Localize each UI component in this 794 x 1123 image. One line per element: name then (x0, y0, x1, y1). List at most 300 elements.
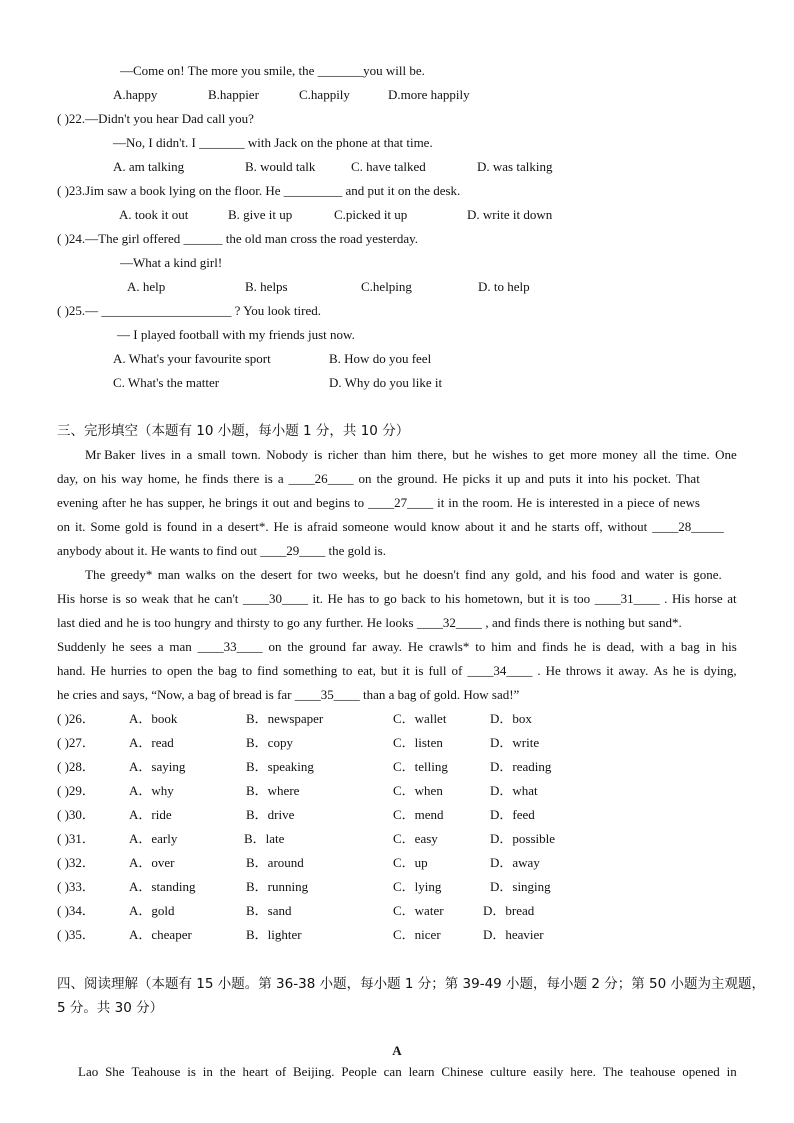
word: Mr Baker (85, 447, 136, 462)
word: more (570, 447, 597, 462)
word: go (286, 615, 300, 630)
word: doesn't (423, 567, 460, 582)
q21-option-a: A.happy (113, 87, 158, 102)
word: it (548, 591, 556, 606)
section-heading-reading: 四、阅读理解（本题有 15 小题。第 36-38 小题，每小题 1 分；第 39-49 小题，每小题 2 分；第 50 小题为主观题， (57, 976, 765, 992)
q22-dialog-line: —No, I didn't. I _______ with Jack on the phone at that time. (113, 135, 433, 150)
word: evening (57, 495, 99, 510)
word: get (548, 447, 565, 462)
question-number: ( )28． (57, 759, 95, 774)
word: to (369, 591, 380, 606)
option-b: B．lighter (246, 927, 302, 942)
word: on (57, 519, 70, 534)
word: ____27____ (368, 495, 434, 510)
word: is (679, 567, 688, 582)
word: interested (548, 495, 600, 510)
word: and (104, 615, 124, 630)
word: ____33____ (197, 639, 263, 654)
word: sand*. (648, 615, 682, 630)
option-a: A．why (129, 783, 174, 798)
word: He (442, 471, 458, 486)
word: dead, (606, 639, 635, 654)
option-c: C．nicer (393, 927, 441, 942)
word: That (675, 471, 700, 486)
option-a: A．saying (129, 759, 186, 774)
question-number: ( )27． (57, 735, 95, 750)
cloze-p1-line (57, 471, 700, 487)
cloze-p2-last-line: he cries and says, “Now, a bag of bread is far ____35____ than a bag of gold. How sad!” (57, 687, 520, 702)
word: starts (552, 519, 580, 534)
word: his (612, 471, 629, 486)
word: the (197, 663, 214, 678)
q24-dialog-line: —What a kind girl! (120, 255, 223, 270)
word: is (572, 615, 582, 630)
word: He (327, 591, 343, 606)
word: at (727, 591, 737, 606)
word: he (573, 639, 587, 654)
word: it (437, 495, 445, 510)
word: away. (372, 639, 403, 654)
word: his (721, 639, 737, 654)
word: news (673, 495, 700, 510)
word: day, (57, 471, 79, 486)
word: man (157, 567, 181, 582)
word: Some (90, 519, 121, 534)
word: on (221, 567, 235, 582)
section-heading-cloze: 三、完形填空（本题有 10 小题，每小题 1 分，共 10 分） (57, 423, 410, 439)
q23-stem: ( )23.Jim saw a book lying on the floor. He _________ and put it on the desk. (57, 183, 461, 198)
q23-option-a: A. took it out (119, 207, 189, 222)
question-number: ( )26． (57, 711, 95, 726)
option-b: B．drive (246, 807, 295, 822)
word: richer (327, 447, 359, 462)
option-c: C．up (393, 855, 428, 870)
word: too (573, 591, 591, 606)
word: but (527, 591, 544, 606)
option-a: A．read (129, 735, 174, 750)
question-number: ( )35． (57, 927, 95, 942)
word: greedy* (110, 567, 153, 582)
question-number: ( )31． (57, 831, 95, 846)
word: culture (490, 1064, 527, 1079)
option-c: C．lying (393, 879, 442, 894)
word: know (431, 519, 461, 534)
cloze-p1-line (57, 495, 700, 511)
option-d: D．bread (483, 903, 535, 918)
word: ____28_____ (652, 519, 724, 534)
word: to (273, 615, 284, 630)
cloze-p2-line (57, 591, 737, 607)
word: he (129, 495, 143, 510)
word: so (125, 591, 138, 606)
word: in (603, 495, 614, 510)
q23-option-c: C.picked it up (334, 207, 408, 222)
word: he (197, 591, 210, 606)
option-a: A．standing (129, 879, 196, 894)
word: desert*. (227, 519, 269, 534)
word: looks (385, 615, 414, 630)
word: bag (680, 639, 700, 654)
word: has (347, 591, 365, 606)
word: off, (584, 519, 603, 534)
word: in (448, 495, 459, 510)
word: money (602, 447, 638, 462)
question-number: ( )32． (57, 855, 95, 870)
word: on (268, 639, 282, 654)
word: died (78, 615, 101, 630)
word: and (214, 615, 234, 630)
word: find (464, 567, 486, 582)
word: it (498, 519, 507, 534)
word: man (169, 639, 192, 654)
q22-option-d: D. was talking (477, 159, 553, 174)
word: heart (242, 1064, 269, 1079)
option-a: A．early (129, 831, 178, 846)
word: wishes (492, 447, 528, 462)
word: Suddenly (57, 639, 107, 654)
option-c: C．listen (393, 735, 443, 750)
word: the (661, 447, 678, 462)
option-d: D．away (490, 855, 540, 870)
word: the (239, 567, 256, 582)
option-d: D．box (490, 711, 532, 726)
word: a (157, 639, 164, 654)
q21-option-c: C.happily (299, 87, 350, 102)
word: after (102, 495, 126, 510)
word: . (537, 663, 541, 678)
cloze-p2-line (57, 639, 737, 655)
word: a (669, 639, 676, 654)
word: has (146, 495, 164, 510)
word: supper, (167, 495, 205, 510)
word: any (303, 615, 323, 630)
word: would (393, 519, 427, 534)
question-number: ( )29． (57, 783, 95, 798)
word: Chinese (441, 1064, 484, 1079)
word: He (90, 663, 106, 678)
option-d: D．possible (490, 831, 556, 846)
q25-dialog-line: — I played football with my friends just now. (117, 327, 355, 342)
word: way (121, 471, 143, 486)
word: in (170, 447, 181, 462)
word: with (640, 639, 664, 654)
word: of (451, 663, 463, 678)
word: hand. (57, 663, 86, 678)
question-number: ( )33． (57, 879, 95, 894)
q25-option-a: A. What's your favourite sport (113, 351, 271, 366)
word: dying, (703, 663, 737, 678)
word: found (166, 519, 198, 534)
word: and (517, 639, 537, 654)
word: finds (542, 639, 569, 654)
word: and (525, 471, 544, 486)
word: and (491, 615, 511, 630)
word: room. (482, 495, 513, 510)
word: is (142, 615, 151, 630)
word: up (507, 471, 521, 486)
word: He (407, 639, 424, 654)
word: finds (202, 471, 229, 486)
word: to (533, 447, 544, 462)
cloze-p1-line (57, 519, 724, 535)
option-a: A．cheaper (129, 927, 192, 942)
word: is (592, 639, 601, 654)
word: thirsty (236, 615, 270, 630)
cloze-p1-line (85, 447, 737, 463)
question-number: ( )30． (57, 807, 95, 822)
word: home, (147, 471, 181, 486)
word: She (105, 1064, 125, 1079)
word: further. (325, 615, 364, 630)
word: it (575, 471, 583, 486)
word: ____30____ (242, 591, 308, 606)
option-b: B．sand (246, 903, 292, 918)
word: to (430, 591, 441, 606)
q22-option-a: A. am talking (113, 159, 185, 174)
word: finds (514, 615, 541, 630)
word: crawls* (428, 639, 470, 654)
word: he (112, 639, 125, 654)
word: is (264, 471, 273, 486)
word: teahouse (629, 1064, 676, 1079)
word: picks (462, 471, 491, 486)
word: full (428, 663, 447, 678)
word: and (293, 495, 313, 510)
word: is (153, 519, 162, 534)
word: begins (316, 495, 351, 510)
word: far (351, 639, 367, 654)
q22-stem: ( )22.—Didn't you hear Dad call you? (57, 111, 254, 126)
word: on (358, 471, 372, 486)
option-d: D．write (490, 735, 540, 750)
option-d: D．feed (490, 807, 535, 822)
word: His (671, 591, 691, 606)
word: of (275, 1064, 287, 1079)
word: he (474, 447, 487, 462)
word: him (491, 639, 512, 654)
word: someone (342, 519, 389, 534)
word: the (376, 471, 393, 486)
q23-option-d: D. write it down (467, 207, 553, 222)
word: to (342, 663, 353, 678)
word: hungry (174, 615, 212, 630)
word: He (366, 615, 382, 630)
word: about (465, 519, 494, 534)
word: his (101, 471, 117, 486)
q25-option-d: D. Why do you like it (329, 375, 443, 390)
q21-option-d: D.more happily (388, 87, 470, 102)
q25-option-c: C. What's the matter (113, 375, 220, 390)
word: Beijing. (293, 1064, 335, 1079)
word: out (272, 495, 290, 510)
q25-stem: ( )25.— ____________________ ? You look tired. (57, 303, 321, 318)
option-c: C．mend (393, 807, 444, 822)
word: ground (309, 639, 346, 654)
option-c: C．wallet (393, 711, 447, 726)
word: that (173, 591, 194, 606)
passage-label: A (392, 1043, 402, 1058)
word: People (341, 1064, 377, 1079)
word: last (57, 615, 76, 630)
word: He (516, 495, 533, 510)
word: the (219, 1064, 236, 1079)
word: brings (225, 495, 258, 510)
word: eat, (357, 663, 376, 678)
word: in (201, 519, 213, 534)
word: too (154, 615, 171, 630)
section-heading-reading-cont: 5 分。共 30 分） (57, 1000, 164, 1016)
q24-stem: ( )24.—The girl offered ______ the old man cross the road yesterday. (57, 231, 419, 246)
word: here. (570, 1064, 596, 1079)
option-a: A．over (129, 855, 175, 870)
q21-option-b: B.happier (208, 87, 259, 102)
word: Teahouse (131, 1064, 181, 1079)
word: is (414, 663, 424, 678)
word: the (462, 495, 479, 510)
word: he (534, 519, 548, 534)
word: to (354, 495, 365, 510)
word: it (402, 663, 410, 678)
word: his (571, 567, 587, 582)
word: any (491, 567, 510, 582)
q21-dialog-line: —Come on! The more you smile, the _______you will be. (120, 63, 425, 78)
word: but (380, 663, 398, 678)
word: into (587, 471, 608, 486)
word: a (217, 519, 223, 534)
word: can (383, 1064, 402, 1079)
word: is (187, 1064, 196, 1079)
cloze-p1-last-line: anybody about it. He wants to find out ____29____ the gold is. (57, 543, 386, 558)
word: it. (74, 519, 86, 534)
option-c: C．telling (393, 759, 448, 774)
word: easily (533, 1064, 564, 1079)
word: can't (214, 591, 239, 606)
word: learn (408, 1064, 435, 1079)
word: As (653, 663, 668, 678)
word: weeks, (342, 567, 379, 582)
word: opened (682, 1064, 720, 1079)
word: sees (130, 639, 152, 654)
option-d: D．singing (490, 879, 551, 894)
word: is (112, 591, 121, 606)
word: there, (417, 447, 447, 462)
word: is (313, 447, 323, 462)
word: back (401, 591, 426, 606)
word: lives (140, 447, 166, 462)
option-b: B．where (246, 783, 300, 798)
option-c: C．when (393, 783, 443, 798)
word: there (233, 471, 260, 486)
cloze-p2-line (57, 615, 682, 631)
word: piece (627, 495, 655, 510)
word: in (705, 639, 716, 654)
option-a: A．book (129, 711, 178, 726)
word: to (242, 663, 253, 678)
option-b: B．copy (246, 735, 293, 750)
word: without (607, 519, 648, 534)
option-b: B．running (246, 879, 309, 894)
word: horse (79, 591, 108, 606)
word: ____26____ (288, 471, 354, 486)
word: hurries (110, 663, 147, 678)
word: ____31____ (594, 591, 660, 606)
word: there (543, 615, 570, 630)
word: go (383, 591, 397, 606)
word: of (658, 495, 670, 510)
word: he (405, 567, 418, 582)
word: find (257, 663, 279, 678)
word: two (317, 567, 338, 582)
word: food (591, 567, 616, 582)
word: throws (565, 663, 602, 678)
option-c: C．easy (393, 831, 438, 846)
word: a (617, 495, 624, 510)
q22-option-b: B. would talk (245, 159, 316, 174)
q25-option-b: B. How do you feel (329, 351, 432, 366)
question-number: ( )34． (57, 903, 95, 918)
q23-option-b: B. give it up (228, 207, 293, 222)
word: , (485, 615, 489, 630)
word: to (475, 639, 486, 654)
word: it (606, 663, 614, 678)
word: puts (548, 471, 571, 486)
q24-option-d: D. to help (478, 279, 530, 294)
option-d: D．what (490, 783, 538, 798)
reading-line (78, 1064, 737, 1080)
word: away. (618, 663, 649, 678)
word: but (383, 567, 401, 582)
cloze-p2-line (85, 567, 722, 583)
word: ____32____ (416, 615, 482, 630)
word: something (283, 663, 338, 678)
option-c: C．water (393, 903, 444, 918)
option-a: A．ride (129, 807, 172, 822)
word: The (602, 1064, 623, 1079)
word: desert (260, 567, 292, 582)
word: and (620, 567, 640, 582)
word: horse (694, 591, 723, 606)
word: it (261, 495, 269, 510)
word: The (85, 567, 106, 582)
word: hometown, (464, 591, 523, 606)
word: is (536, 495, 545, 510)
option-b: B．speaking (246, 759, 314, 774)
word: on (83, 471, 97, 486)
word: gold (124, 519, 149, 534)
option-b: B．newspaper (246, 711, 324, 726)
word: time. (683, 447, 710, 462)
word: gone. (693, 567, 722, 582)
word: his (444, 591, 461, 606)
word: Nobody (266, 447, 309, 462)
word: in (202, 1064, 213, 1079)
word: he (185, 471, 198, 486)
word: afraid (307, 519, 338, 534)
word: to (151, 663, 162, 678)
word: One (715, 447, 737, 462)
word: is (690, 663, 699, 678)
word: for (297, 567, 313, 582)
word: but (628, 615, 645, 630)
word: it. (312, 591, 323, 606)
word: nothing (585, 615, 625, 630)
word: Lao (78, 1064, 99, 1079)
word: is (293, 519, 303, 534)
word: He (273, 519, 289, 534)
q24-option-c: C.helping (361, 279, 412, 294)
word: all (643, 447, 657, 462)
word: He (545, 663, 561, 678)
